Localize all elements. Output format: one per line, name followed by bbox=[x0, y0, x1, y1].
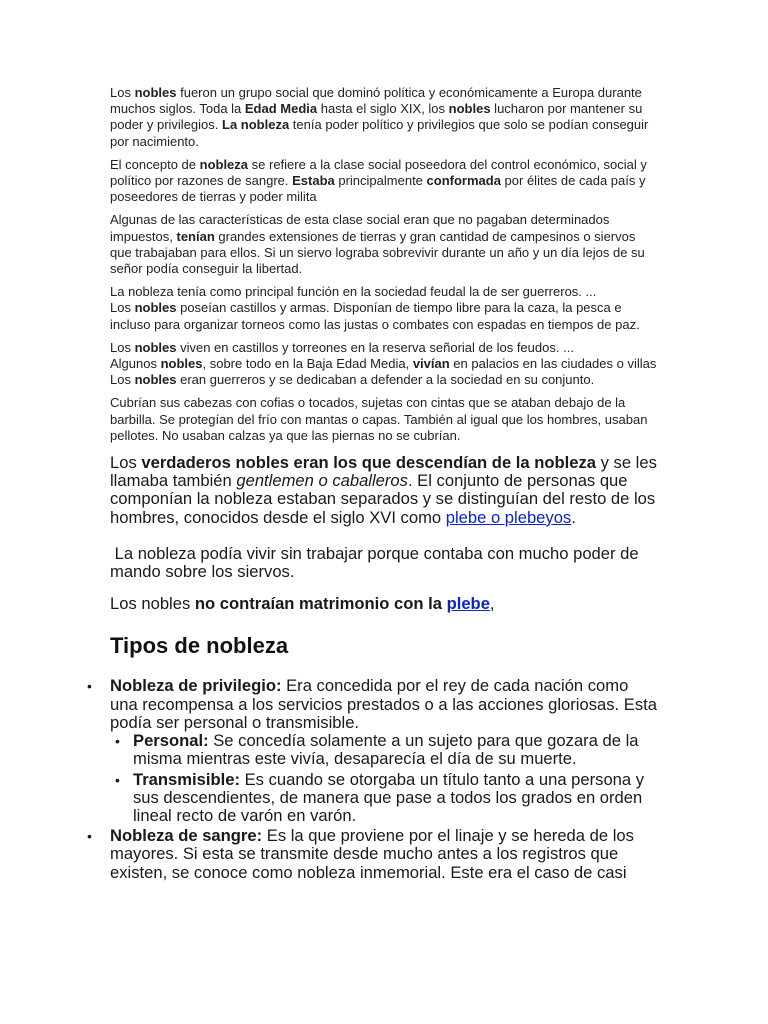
paragraph bbox=[110, 340, 660, 389]
text: por élites de cada país y poseedores de tierras y poder milita bbox=[110, 173, 646, 205]
text: Los bbox=[110, 339, 135, 355]
plebe-o-plebeyos-link[interactable]: plebe o plebeyos bbox=[445, 507, 572, 527]
bold-text: nobles bbox=[160, 356, 203, 372]
section-heading: Tipos de nobleza bbox=[110, 633, 289, 659]
item-text: Era concedida por el rey de cada nación como una recompensa a los servicios prestados o a las acciones gloriosas. Esta podía ser personal o transmisible. bbox=[110, 676, 657, 732]
item-title: Nobleza de sangre: bbox=[110, 826, 263, 846]
large-paragraphs bbox=[110, 454, 660, 613]
text: eran guerreros y se dedicaban a defender a la sociedad en su conjunto. bbox=[176, 372, 595, 388]
bold-text: nobles bbox=[448, 101, 491, 117]
list-item-blood bbox=[110, 827, 660, 882]
bold-text: nobles bbox=[134, 85, 177, 100]
text: Los bbox=[110, 300, 135, 316]
paragraph bbox=[110, 395, 660, 444]
text: fueron un grupo social que dominó política y económicamente a Europa durante muchos siglos. Toda la bbox=[110, 85, 642, 117]
bold-text: Edad Media bbox=[244, 101, 318, 117]
paragraph bbox=[110, 157, 660, 206]
text: hasta el siglo XIX, los bbox=[317, 101, 449, 117]
text: en palacios en las ciudades o villas Los bbox=[110, 356, 657, 388]
text: . bbox=[571, 507, 576, 527]
item-title: Personal: bbox=[133, 731, 209, 751]
bold-text: verdaderos nobles eran los que descendían de la nobleza bbox=[141, 453, 597, 473]
bold-text: Estaba bbox=[292, 173, 335, 189]
item-text: Se concedía solamente a un sujeto para que gozara de la misma mientras este vivía, desaparecía el día de su muerte. bbox=[133, 731, 639, 769]
text: El concepto de bbox=[110, 156, 200, 172]
paragraph-true-nobles bbox=[110, 454, 660, 527]
document-page bbox=[110, 85, 660, 884]
plebe-link[interactable] bbox=[447, 594, 490, 613]
text: poseían castillos y armas. Disponían de tiempo libre para la caza, la pesca e incluso para organizar torneos como las justas o combates con espadas en tiempos de paz. bbox=[110, 300, 640, 332]
text: La nobleza tenía como principal función en la sociedad feudal la de ser guerreros. ... bbox=[110, 284, 597, 300]
item-title: Transmisible: bbox=[133, 769, 240, 789]
text: Cubrían sus cabezas con cofias o tocados, sujetas con cintas que se ataban debajo de la barbilla. Se protegían del frío con mantas o capas. También al igual que los hombres, usaban pellotes. No usaban calzas ya que las piernas no se cubrían. bbox=[110, 395, 648, 443]
sub-list bbox=[110, 732, 660, 825]
bold-text: La nobleza bbox=[222, 117, 290, 133]
text: lucharon por mantener su poder y privilegios. bbox=[110, 101, 643, 133]
list-item-privilege bbox=[110, 677, 660, 825]
paragraph bbox=[110, 284, 660, 333]
text: viven en castillos y torreones en la reserva señorial de los feudos. ... bbox=[176, 339, 574, 355]
text: , sobre todo en la Baja Edad Media, bbox=[202, 356, 413, 372]
paragraph bbox=[110, 212, 660, 277]
sub-item-personal bbox=[133, 732, 660, 768]
item-text: Es la que proviene por el linaje y se hereda de los mayores. Si esta se transmite desde mucho antes a los registros que existen, se conoce como nobleza inmemorial. Este era el caso de casi bbox=[110, 826, 634, 882]
text: Algunas de las características de esta clase social eran que no pagaban determinados impuestos, bbox=[110, 212, 610, 244]
text: tenía poder político y privilegios que solo se podían conseguir por nacimiento. bbox=[110, 117, 649, 149]
text: , bbox=[489, 594, 495, 614]
italic-text: gentlemen o caballeros bbox=[236, 471, 408, 491]
bold-text: nobles bbox=[134, 372, 177, 388]
small-paragraphs bbox=[110, 85, 660, 444]
bold-text: nobles bbox=[134, 339, 177, 355]
bold-text: nobles bbox=[134, 300, 177, 316]
paragraph-marriage bbox=[110, 595, 660, 613]
text: Los nobles bbox=[110, 594, 195, 614]
text: Algunos bbox=[110, 356, 161, 372]
bold-text: nobleza bbox=[199, 156, 249, 172]
link-label: plebe bbox=[446, 594, 490, 614]
text: principalmente bbox=[334, 173, 427, 189]
text: . El conjunto de personas que componían la nobleza estaban separados y se distinguían del resto de los hombres, conocidos desde el siglo XVI como bbox=[110, 471, 656, 527]
item-title: Nobleza de privilegio: bbox=[110, 676, 282, 696]
text: grandes extensiones de tierras y gran cantidad de campesinos o siervos que trabajaban para ellos. Si un siervo lograba sobrevivir durante un año y un día lejos de su señor podía conseguir la libertad. bbox=[110, 228, 645, 277]
bold-text: vivían bbox=[412, 356, 450, 372]
bold-text: conformada bbox=[426, 173, 501, 189]
text: Los bbox=[110, 85, 135, 100]
paragraph-without-work: La nobleza podía vivir sin trabajar porque contaba con mucho poder de mando sobre los siervos. bbox=[110, 543, 644, 582]
nobility-types-list bbox=[110, 677, 660, 881]
text: se refiere a la clase social poseedora del control económico, social y político por razones de sangre. bbox=[110, 156, 647, 189]
sub-item-transmisible bbox=[133, 771, 660, 826]
bold-text: no contraían matrimonio con la bbox=[194, 594, 447, 614]
item-text: Es cuando se otorgaba un título tanto a una persona y sus descendientes, de manera que pase a todos los grados en orden lineal recto de varón en varón. bbox=[133, 769, 645, 825]
text: y se les llamaba también bbox=[110, 453, 657, 491]
text: Los bbox=[110, 453, 142, 473]
paragraph bbox=[110, 85, 660, 150]
bold-text: tenían bbox=[176, 228, 215, 244]
